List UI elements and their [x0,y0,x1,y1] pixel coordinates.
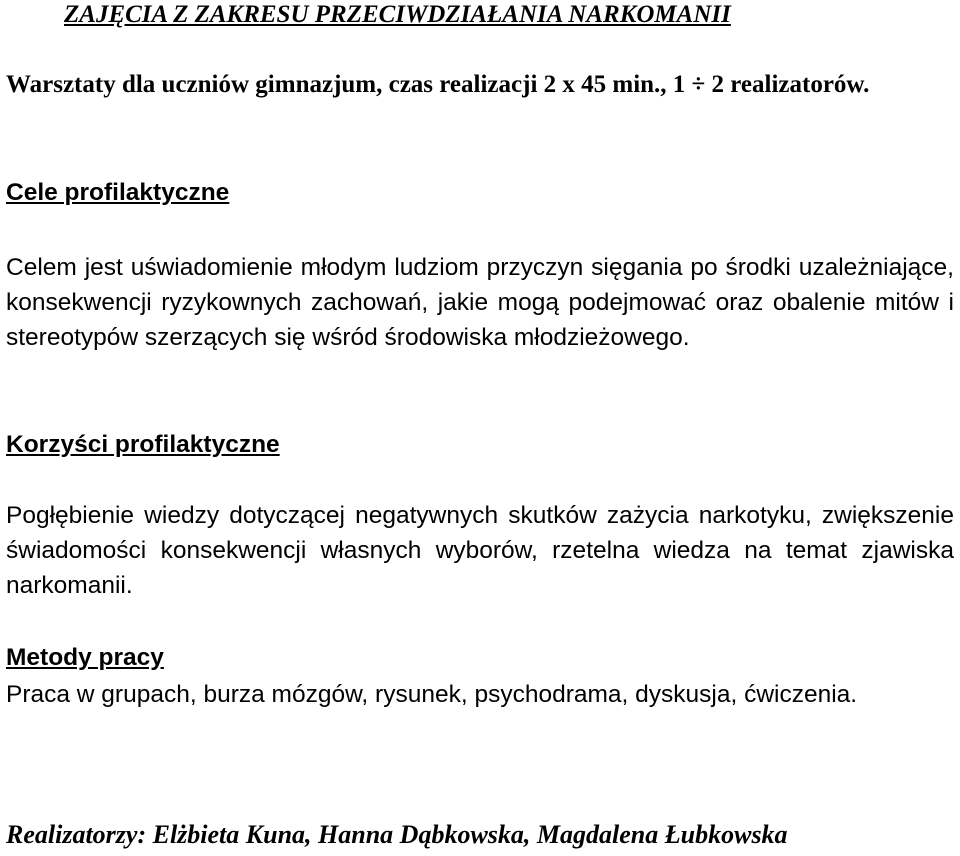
paragraph-korzysci-profilaktyczne: Pogłębienie wiedzy dotyczącej negatywnych skutków zażycia narkotyku, zwiększenie świadomości konsekwencji własnych wyborów, rzetelna wiedza na temat zjawiska narkomanii. [6,502,954,599]
heading-korzysci-profilaktyczne: Korzyści profilaktyczne [6,431,280,458]
document-title: ZAJĘCIA Z ZAKRESU PRZECIWDZIAŁANIA NARKOMANII [64,1,731,28]
authors-line: Realizatorzy: Elżbieta Kuna, Hanna Dąbkowska, Magdalena Łubkowska [6,820,788,849]
paragraph-cele-profilaktyczne: Celem jest uświadomienie młodym ludziom przyczyn sięgania po środki uzależniające, konsekwencji ryzykownych zachowań, jakie mogą podejmować oraz obalenie mitów i stereotypów szerzących się wśród środowiska młodzieżowego. [6,254,954,351]
paragraph-metody-pracy: Praca w grupach, burza mózgów, rysunek, psychodrama, dyskusja, ćwiczenia. [6,681,858,708]
intro-paragraph: Warsztaty dla uczniów gimnazjum, czas realizacji 2 x 45 min., 1 ÷ 2 realizatorów. [6,71,870,98]
heading-metody-pracy: Metody pracy [6,644,164,671]
heading-cele-profilaktyczne: Cele profilaktyczne [6,179,230,206]
